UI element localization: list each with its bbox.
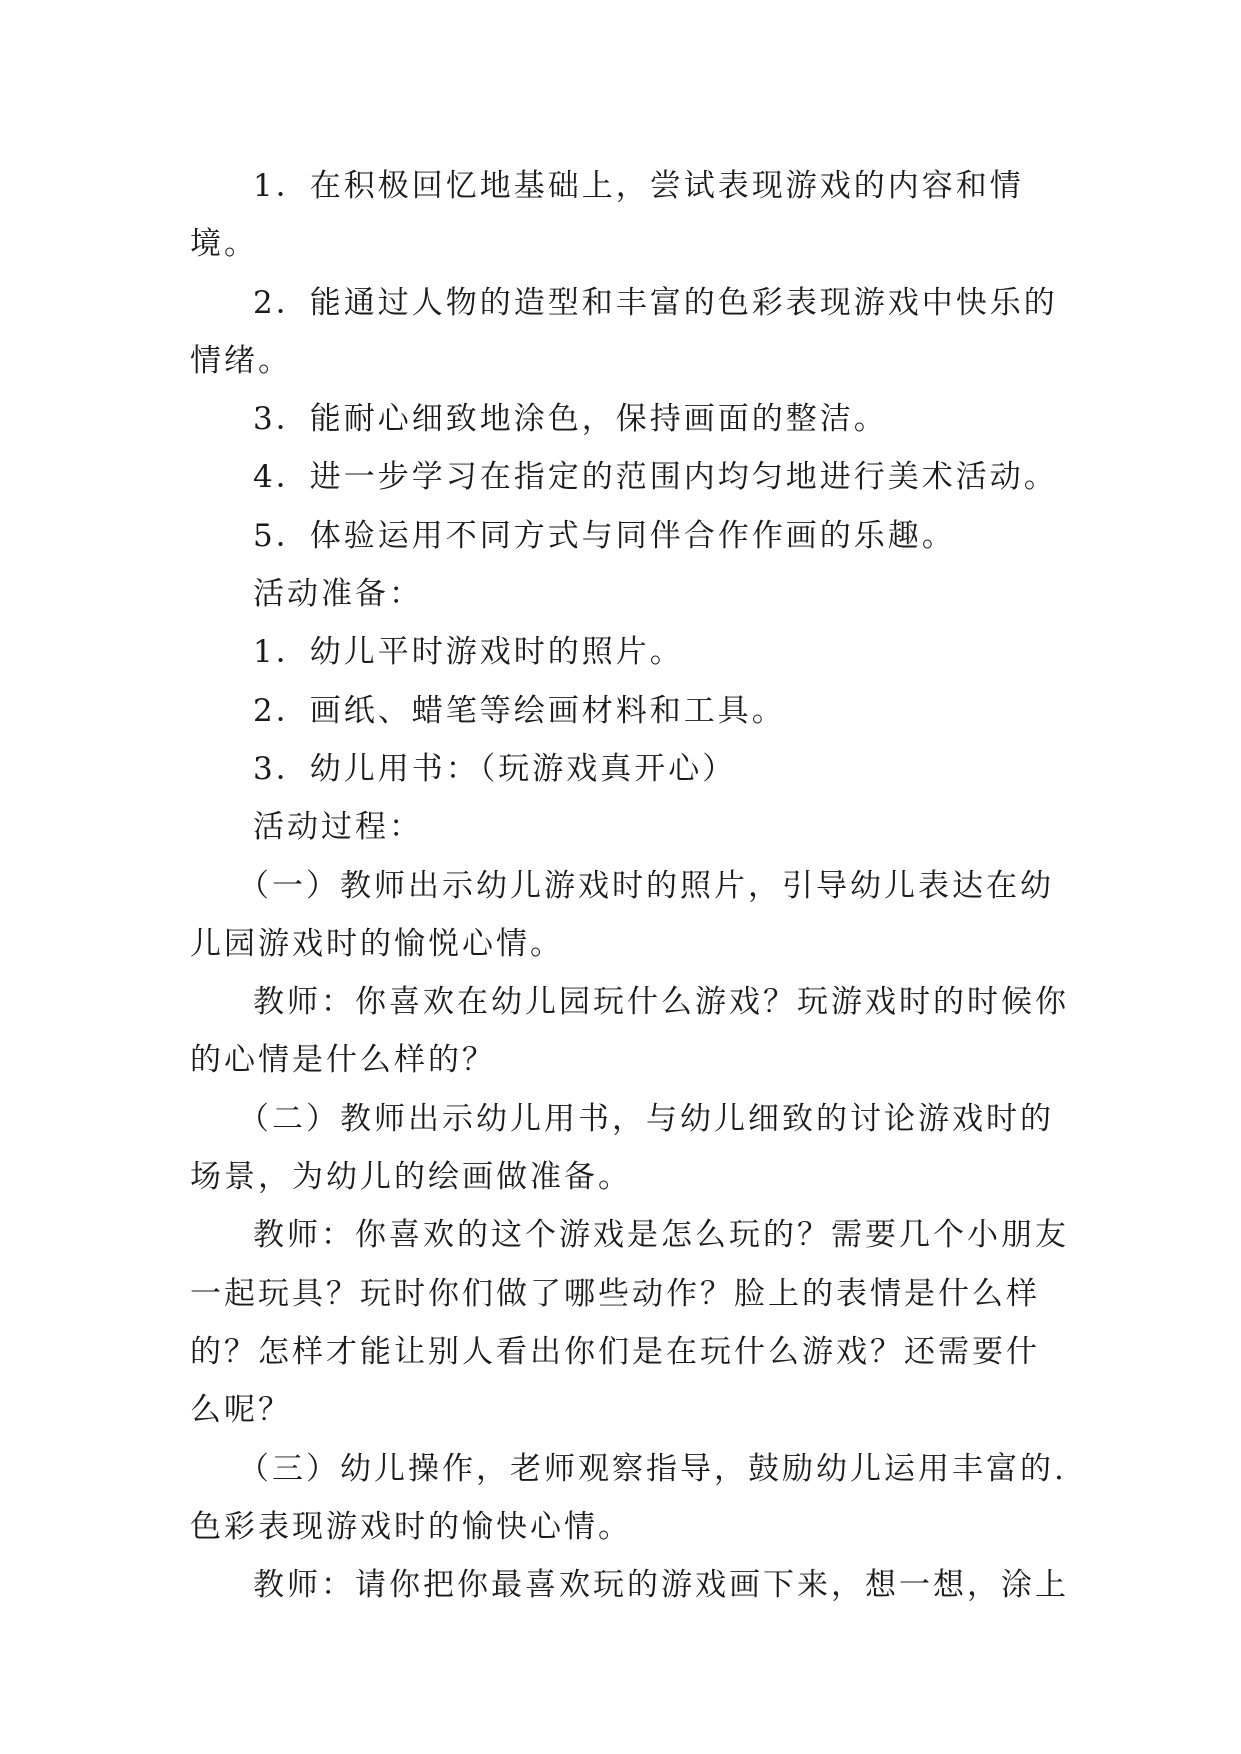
objective-1: 1．在积极回忆地基础上，尝试表现游戏的内容和情境。 (190, 168, 1024, 263)
teacher-prompt-3: 教师：请你把你最喜欢玩的游戏画下来，想一想，涂上 (253, 1567, 1069, 1604)
objective-3: 3．能耐心细致地涂色，保持画面的整洁。 (253, 401, 888, 438)
process-step-1: （一）教师出示幼儿游戏时的照片，引导幼儿表达在幼儿园游戏时的愉悦心情。 (190, 867, 1054, 962)
document-body (190, 157, 1070, 1614)
objective-2: 2．能通过人物的造型和丰富的色彩表现游戏中快乐的情绪。 (190, 284, 1058, 379)
preparation-2: 2．画纸、蜡笔等绘画材料和工具。 (253, 692, 786, 729)
objective-4: 4．进一步学习在指定的范围内均匀地进行美术活动。 (253, 459, 1058, 496)
preparation-3: 3．幼儿用书：（玩游戏真开心） (253, 750, 737, 787)
section-heading-process: 活动过程： (253, 809, 423, 846)
section-heading-preparation: 活动准备： (253, 576, 423, 613)
objective-5: 5．体验运用不同方式与同伴合作作画的乐趣。 (253, 517, 956, 554)
process-step-3: （三）幼儿操作，老师观察指导，鼓励幼儿运用丰富的.色彩表现游戏时的愉快心情。 (190, 1450, 1067, 1545)
teacher-prompt-1: 教师：你喜欢在幼儿园玩什么游戏？玩游戏时的时候你的心情是什么样的？ (190, 984, 1069, 1079)
teacher-prompt-2: 教师：你喜欢的这个游戏是怎么玩的？需要几个小朋友一起玩具？玩时你们做了哪些动作？脸上的表情是什么样的？怎样才能让别人看出你们是在玩什么游戏？还需要什么呢？ (190, 1217, 1069, 1429)
preparation-1: 1．幼儿平时游戏时的照片。 (253, 634, 684, 671)
process-step-2: （二）教师出示幼儿用书，与幼儿细致的讨论游戏时的场景，为幼儿的绘画做准备。 (190, 1100, 1054, 1196)
